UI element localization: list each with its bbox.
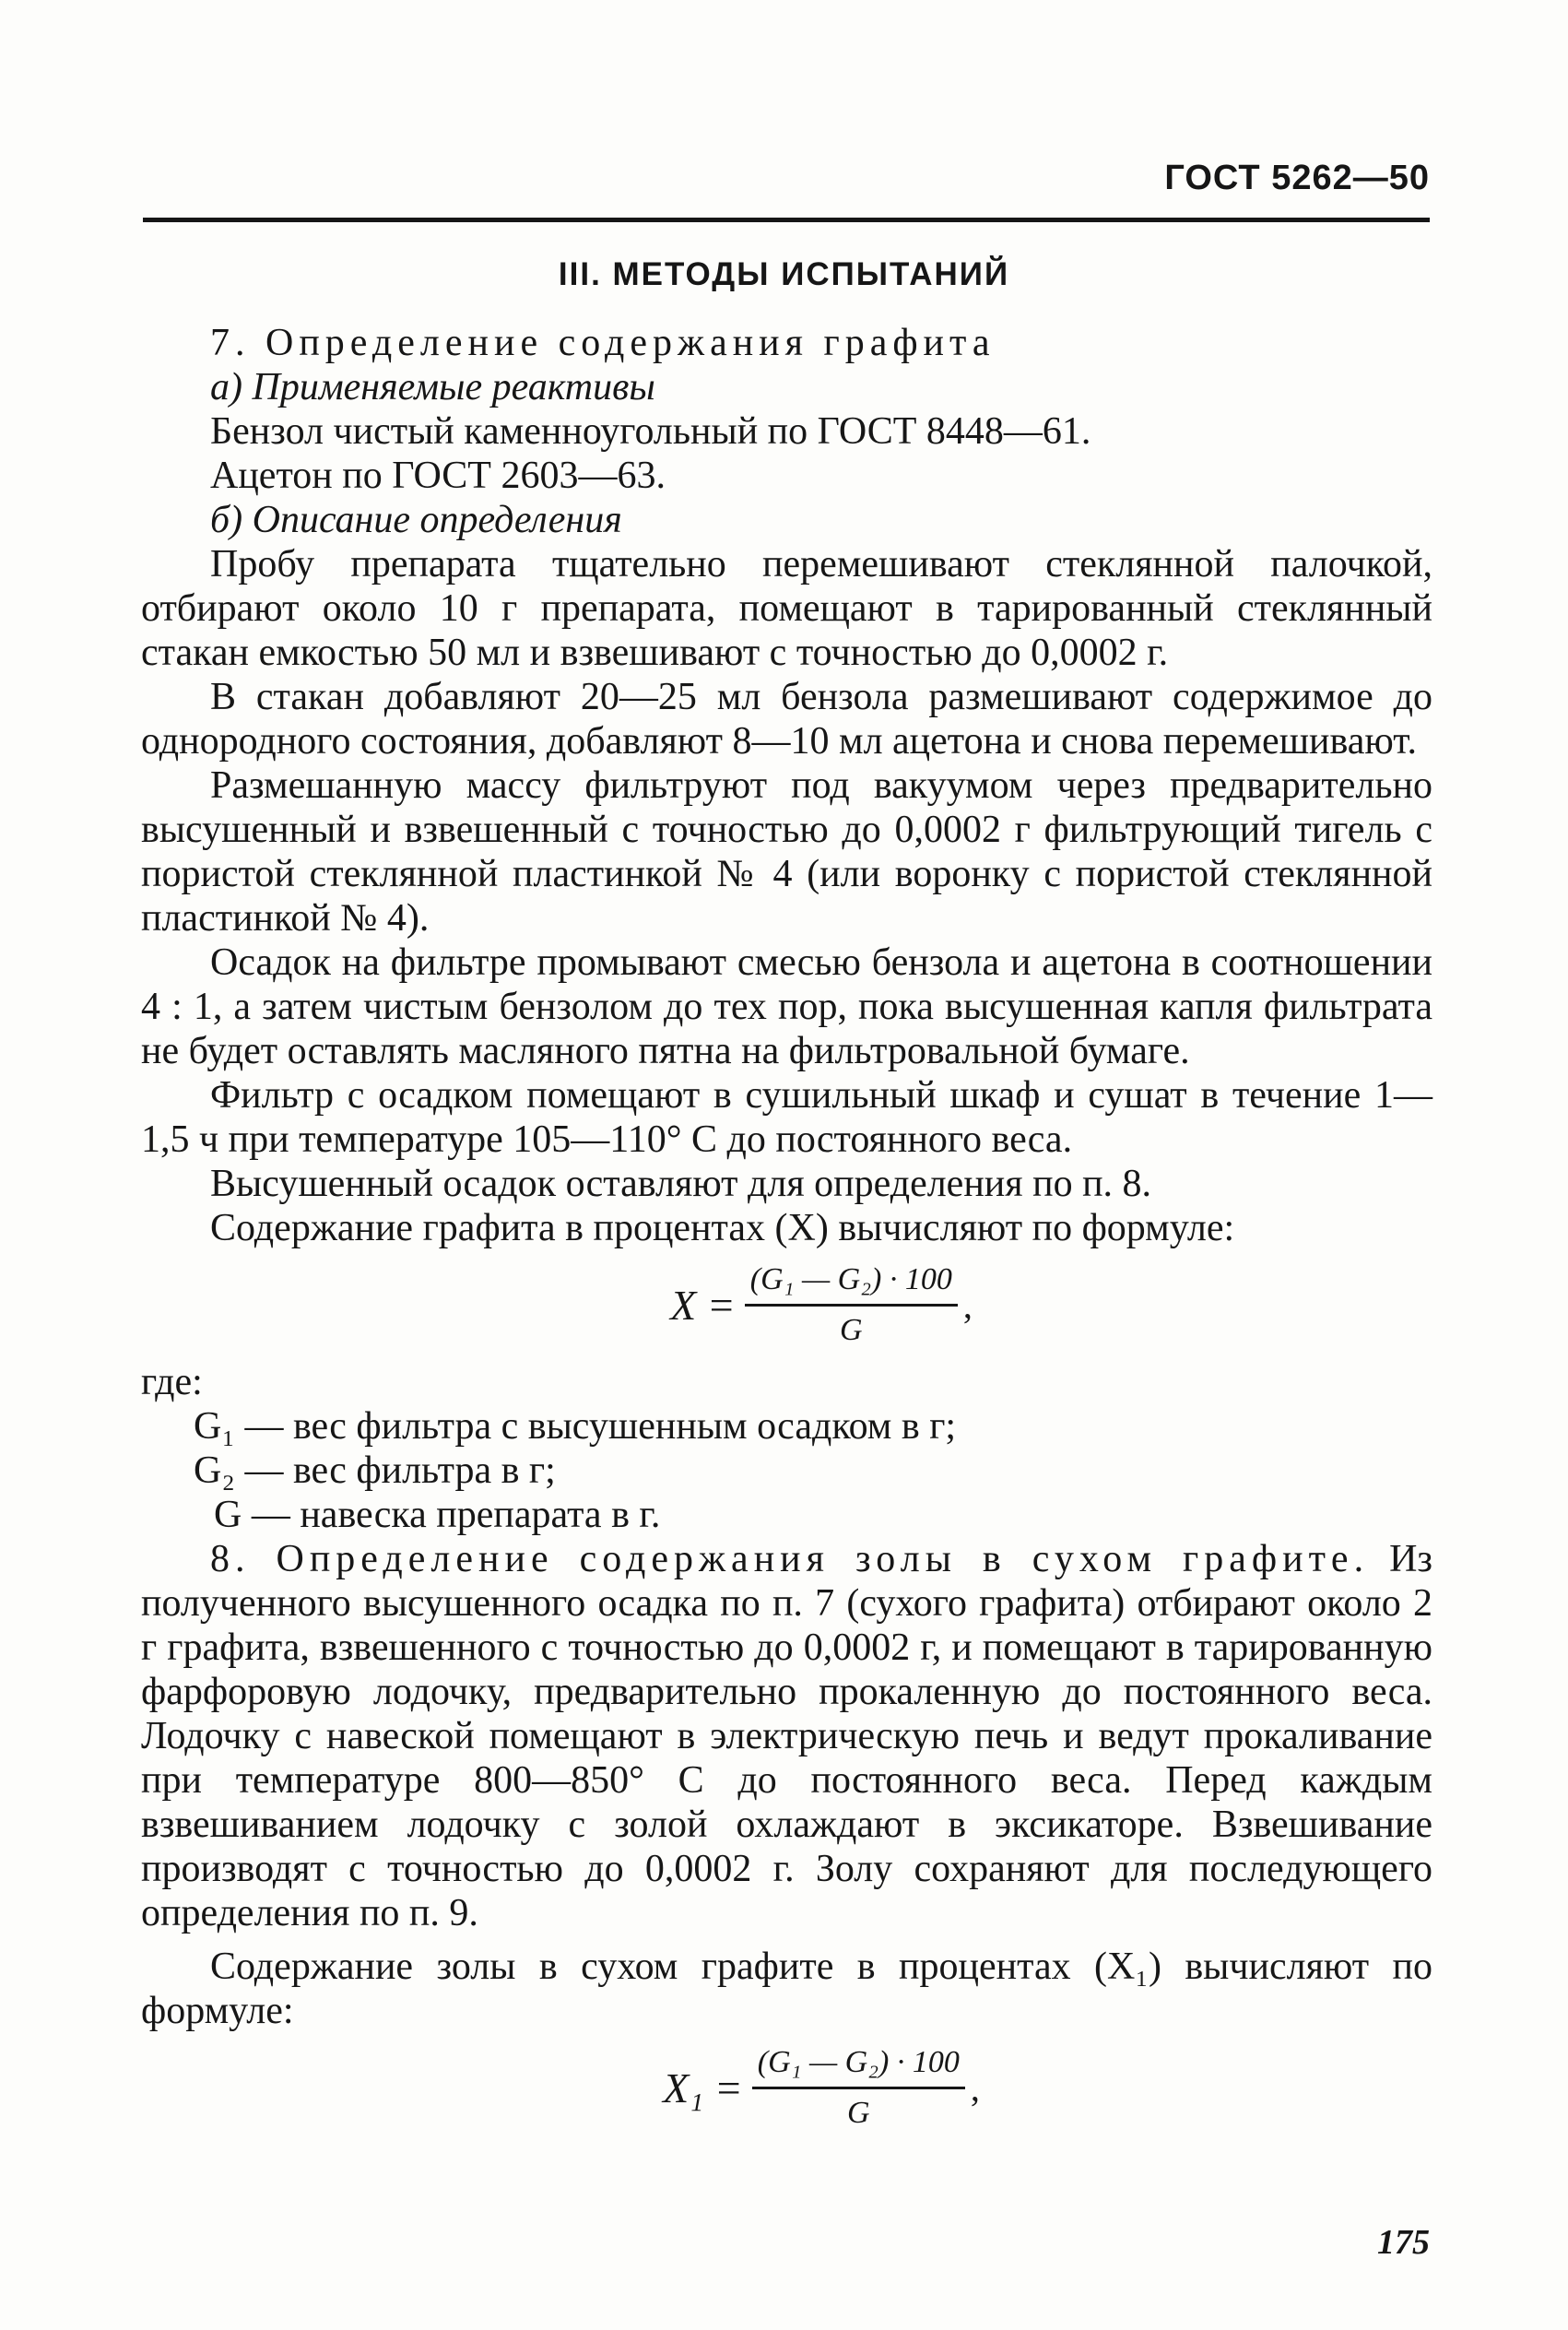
where-label: где: <box>141 1361 203 1403</box>
paragraph: Высушенный осадок оставляют для определения по п. 8. <box>210 1163 1152 1205</box>
page-number: 175 <box>1377 2223 1430 2262</box>
reagent-benzene: Бензол чистый каменноугольный по ГОСТ 8448—61. <box>210 410 1091 453</box>
formula-fraction <box>752 2040 965 2135</box>
formula-comma: , <box>962 1283 973 1326</box>
reagent-acetone: Ацетон по ГОСТ 2603—63. <box>210 455 666 497</box>
definition-item: G₂ — вес фильтра в г; <box>194 1449 556 1492</box>
section-title: III. МЕТОДЫ ИСПЫТАНИЙ <box>558 256 1010 292</box>
section-7-heading: 7. Определение содержания графита <box>210 322 996 364</box>
paragraph: В стакан добавляют 20—25 мл бензола размешивают содержимое до однородного состояния, добавляют 8—10 мл ацетона и снова перемешивают. <box>141 676 1432 763</box>
subsection-b-label: б) Описание определения <box>210 499 622 541</box>
paragraph: Размешанную массу фильтруют под вакуумом через предварительно высушенный и взвешенный с точностью до 0,0002 г фильтрующий тигель с пористой стеклянной пластинкой № 4 (или воронку с пористой стеклянной пластинкой № 4). <box>141 764 1432 940</box>
ash-formula <box>210 2040 1432 2135</box>
formula-denominator: G <box>840 1313 863 1347</box>
paragraph: Фильтр с осадком помещают в сушильный шкаф и сушат в течение 1—1,5 ч при температуре 105—110° С до постоянного веса. <box>141 1074 1432 1161</box>
section-8-heading: 8. Определение содержания золы в сухом графите. <box>210 1538 1370 1580</box>
definition-item: G — навеска препарата в г. <box>214 1494 661 1536</box>
standard-code: ГОСТ 5262—50 <box>1164 159 1430 197</box>
subsection-a-label: а) Применяемые реактивы <box>210 366 655 408</box>
formula-numerator: (G₁ — G₂) · 100 <box>752 2040 965 2089</box>
paragraph: Пробу препарата тщательно перемешивают стеклянной палочкой, отбирают около 10 г препарата, помещают в тарированный стеклянный стакан емкостью 50 мл и взвешивают с точностью до 0,0002 г. <box>141 543 1432 674</box>
definition-item: G₁ — вес фильтра с высушенным осадком в г; <box>194 1405 957 1448</box>
formula-lhs: X = <box>670 1281 736 1329</box>
formula-numerator: (G₁ — G₂) · 100 <box>745 1258 958 1307</box>
section-8-paragraph <box>141 1537 1432 1935</box>
header-rule <box>143 218 1430 222</box>
formula-denominator: G <box>847 2096 870 2130</box>
section-8-text: Из полученного высушенного осадка по п. 7 (сухого графита) отбирают около 2 г графита, взвешенного с точностью до 0,0002 г, и помещают в тарированную фарфоровую лодочку, предварительно прокаленную до постоянного веса. Лодочку с навеской помещают в электрическую печь и ведут прокаливание при температуре 800—850° С до постоянного веса. Перед каждым взвешиванием лодочку с золой охлаждают в эксикаторе. Взвешивание производят с точностью до 0,0002 г. Золу сохраняют для последующего определения по п. 9. <box>141 1538 1432 1934</box>
paragraph: Содержание графита в процентах (X) вычисляют по формуле: <box>210 1207 1235 1249</box>
formula-comma: , <box>970 2066 980 2109</box>
formula-fraction <box>745 1258 958 1353</box>
document-body <box>141 321 1432 2143</box>
paragraph: Содержание золы в сухом графите в процентах (X₁) вычисляют по формуле: <box>141 1946 1432 2032</box>
paragraph: Осадок на фильтре промывают смесью бензола и ацетона в соотношении 4 : 1, а затем чистым бензолом до тех пор, пока высушенная капля фильтрата не будет оставлять масляного пятна на фильтровальной бумаге. <box>141 941 1432 1072</box>
graphite-formula <box>210 1258 1432 1353</box>
formula-lhs: X₁ = <box>663 2064 743 2111</box>
